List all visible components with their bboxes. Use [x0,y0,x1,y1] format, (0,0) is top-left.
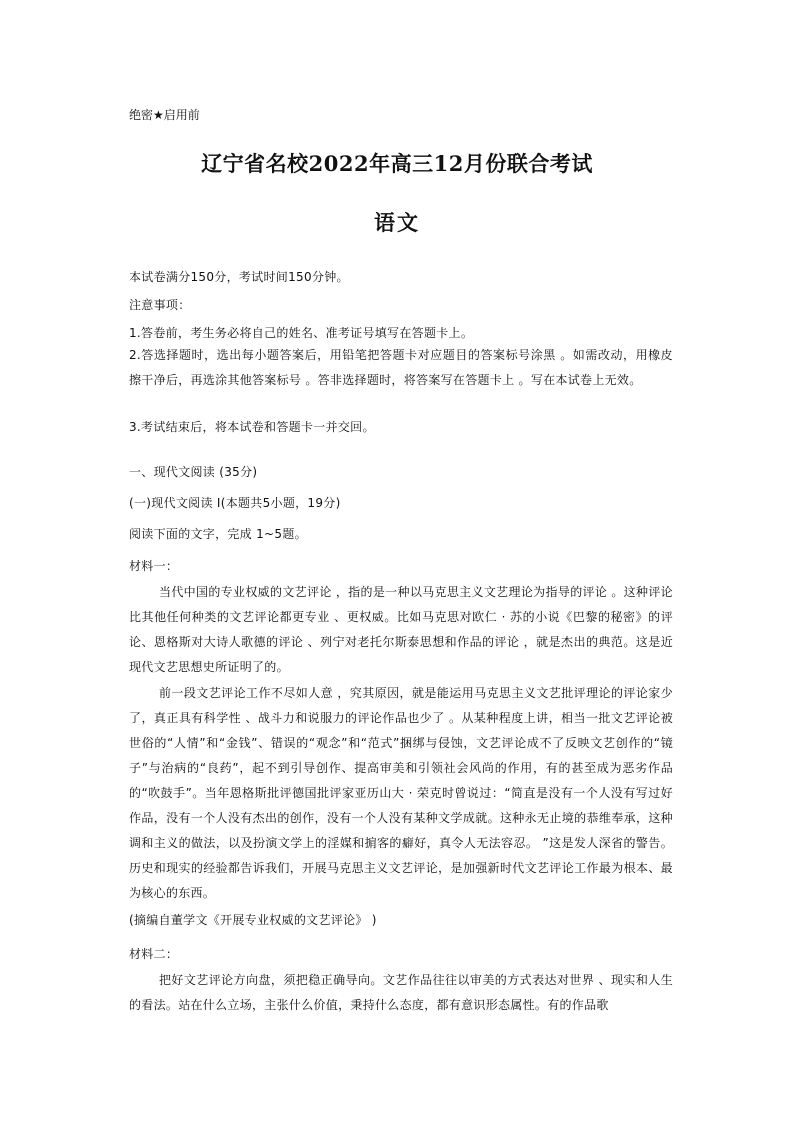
material-1-paragraph-1: 当代中国的专业权威的文艺评论 ，指的是一种以马克思主义文艺理论为指导的评论 。这种评论比其他任何种类的文艺评论都更专业 、更权威。比如马克思对欧仁 · 苏的小说《巴黎的秘密》的评论、恩格斯对大诗人歌德的评论 、列宁对老托尔斯泰思想和作品的评论 ，就是杰出的典范。这是近现代文艺思想史所证明了的。 [129,585,673,674]
exam-title: 辽宁省名校2022年高三12月份联合考试 [201,151,593,176]
material-1-source: (摘编自董学文《开展专业权威的文艺评论》 ) [129,913,377,927]
secret-mark: 绝密★启用前 [129,108,200,122]
score-time-note: 本试卷满分150分，考试时间150分钟。 [129,270,349,284]
notice-label: 注意事项： [129,298,191,312]
reading-directive: 阅读下面的文字，完成 1~5题。 [129,527,307,541]
notice-item-3: 3.考试结束后，将本试卷和答题卡一并交回。 [129,420,375,434]
notice-item-1: 1.答卷前，考生务必将自己的姓名、准考证号填写在答题卡上。 [129,326,474,340]
subject-title: 语文 [374,210,420,235]
section-subheading: (一)现代文阅读 Ⅰ(本题共5小题，19分) [129,496,341,510]
section-heading: 一、现代文阅读 (35分) [129,465,258,479]
material-1-label: 材料一： [129,559,179,573]
material-1-paragraph-2: 前一段文艺评论工作不尽如人意 ，究其原因，就是能运用马克思主义文艺批评理论的评论家少了，真正具有科学性 、战斗力和说服力的评论作品也少了 。从某种程度上讲，相当一批文艺评论被世俗的“人情”和“金钱”、错误的“观念”和“范式”捆绑与侵蚀，文艺评论成不了反映文艺创作的“镜子”与治病的“良药”，起不到引导创作、提高审美和引领社会风尚的作用，有的甚至成为恶劣作品的“吹鼓手”。当年恩格斯批评德国批评家亚历山大 · 荣克时曾说过：“简直是没有一个人没有写过好作品，没有一个人没有杰出的创作，没有一个人没有某种文学成就。这种永无止境的恭维奉承，这种调和主义的做法，以及扮演文学上的淫媒和掮客的癖好，真令人无法容忍。 ”这是发人深省的警告。历史和现实的经验都告诉我们，开展马克思主义文艺评论，是加强新时代文艺评论工作最为根本、最为核心的东西。 [129,686,673,900]
material-2-paragraph-1: 把好文艺评论方向盘，须把稳正确导向。文艺作品往往以审美的方式表达对世界 、现实和人生的看法。站在什么立场，主张什么价值，秉持什么态度，都有意识形态属性。有的作品歌 [129,973,673,1012]
notice-item-2: 2.答选择题时，选出每小题答案后，用铅笔把答题卡对应题目的答案标号涂黑 。如需改动，用橡皮擦干净后，再选涂其他答案标号 。答非选择题时，将答案写在答题卡上 。写在本试卷上无效。 [129,348,673,387]
material-2-label: 材料二： [129,947,179,961]
